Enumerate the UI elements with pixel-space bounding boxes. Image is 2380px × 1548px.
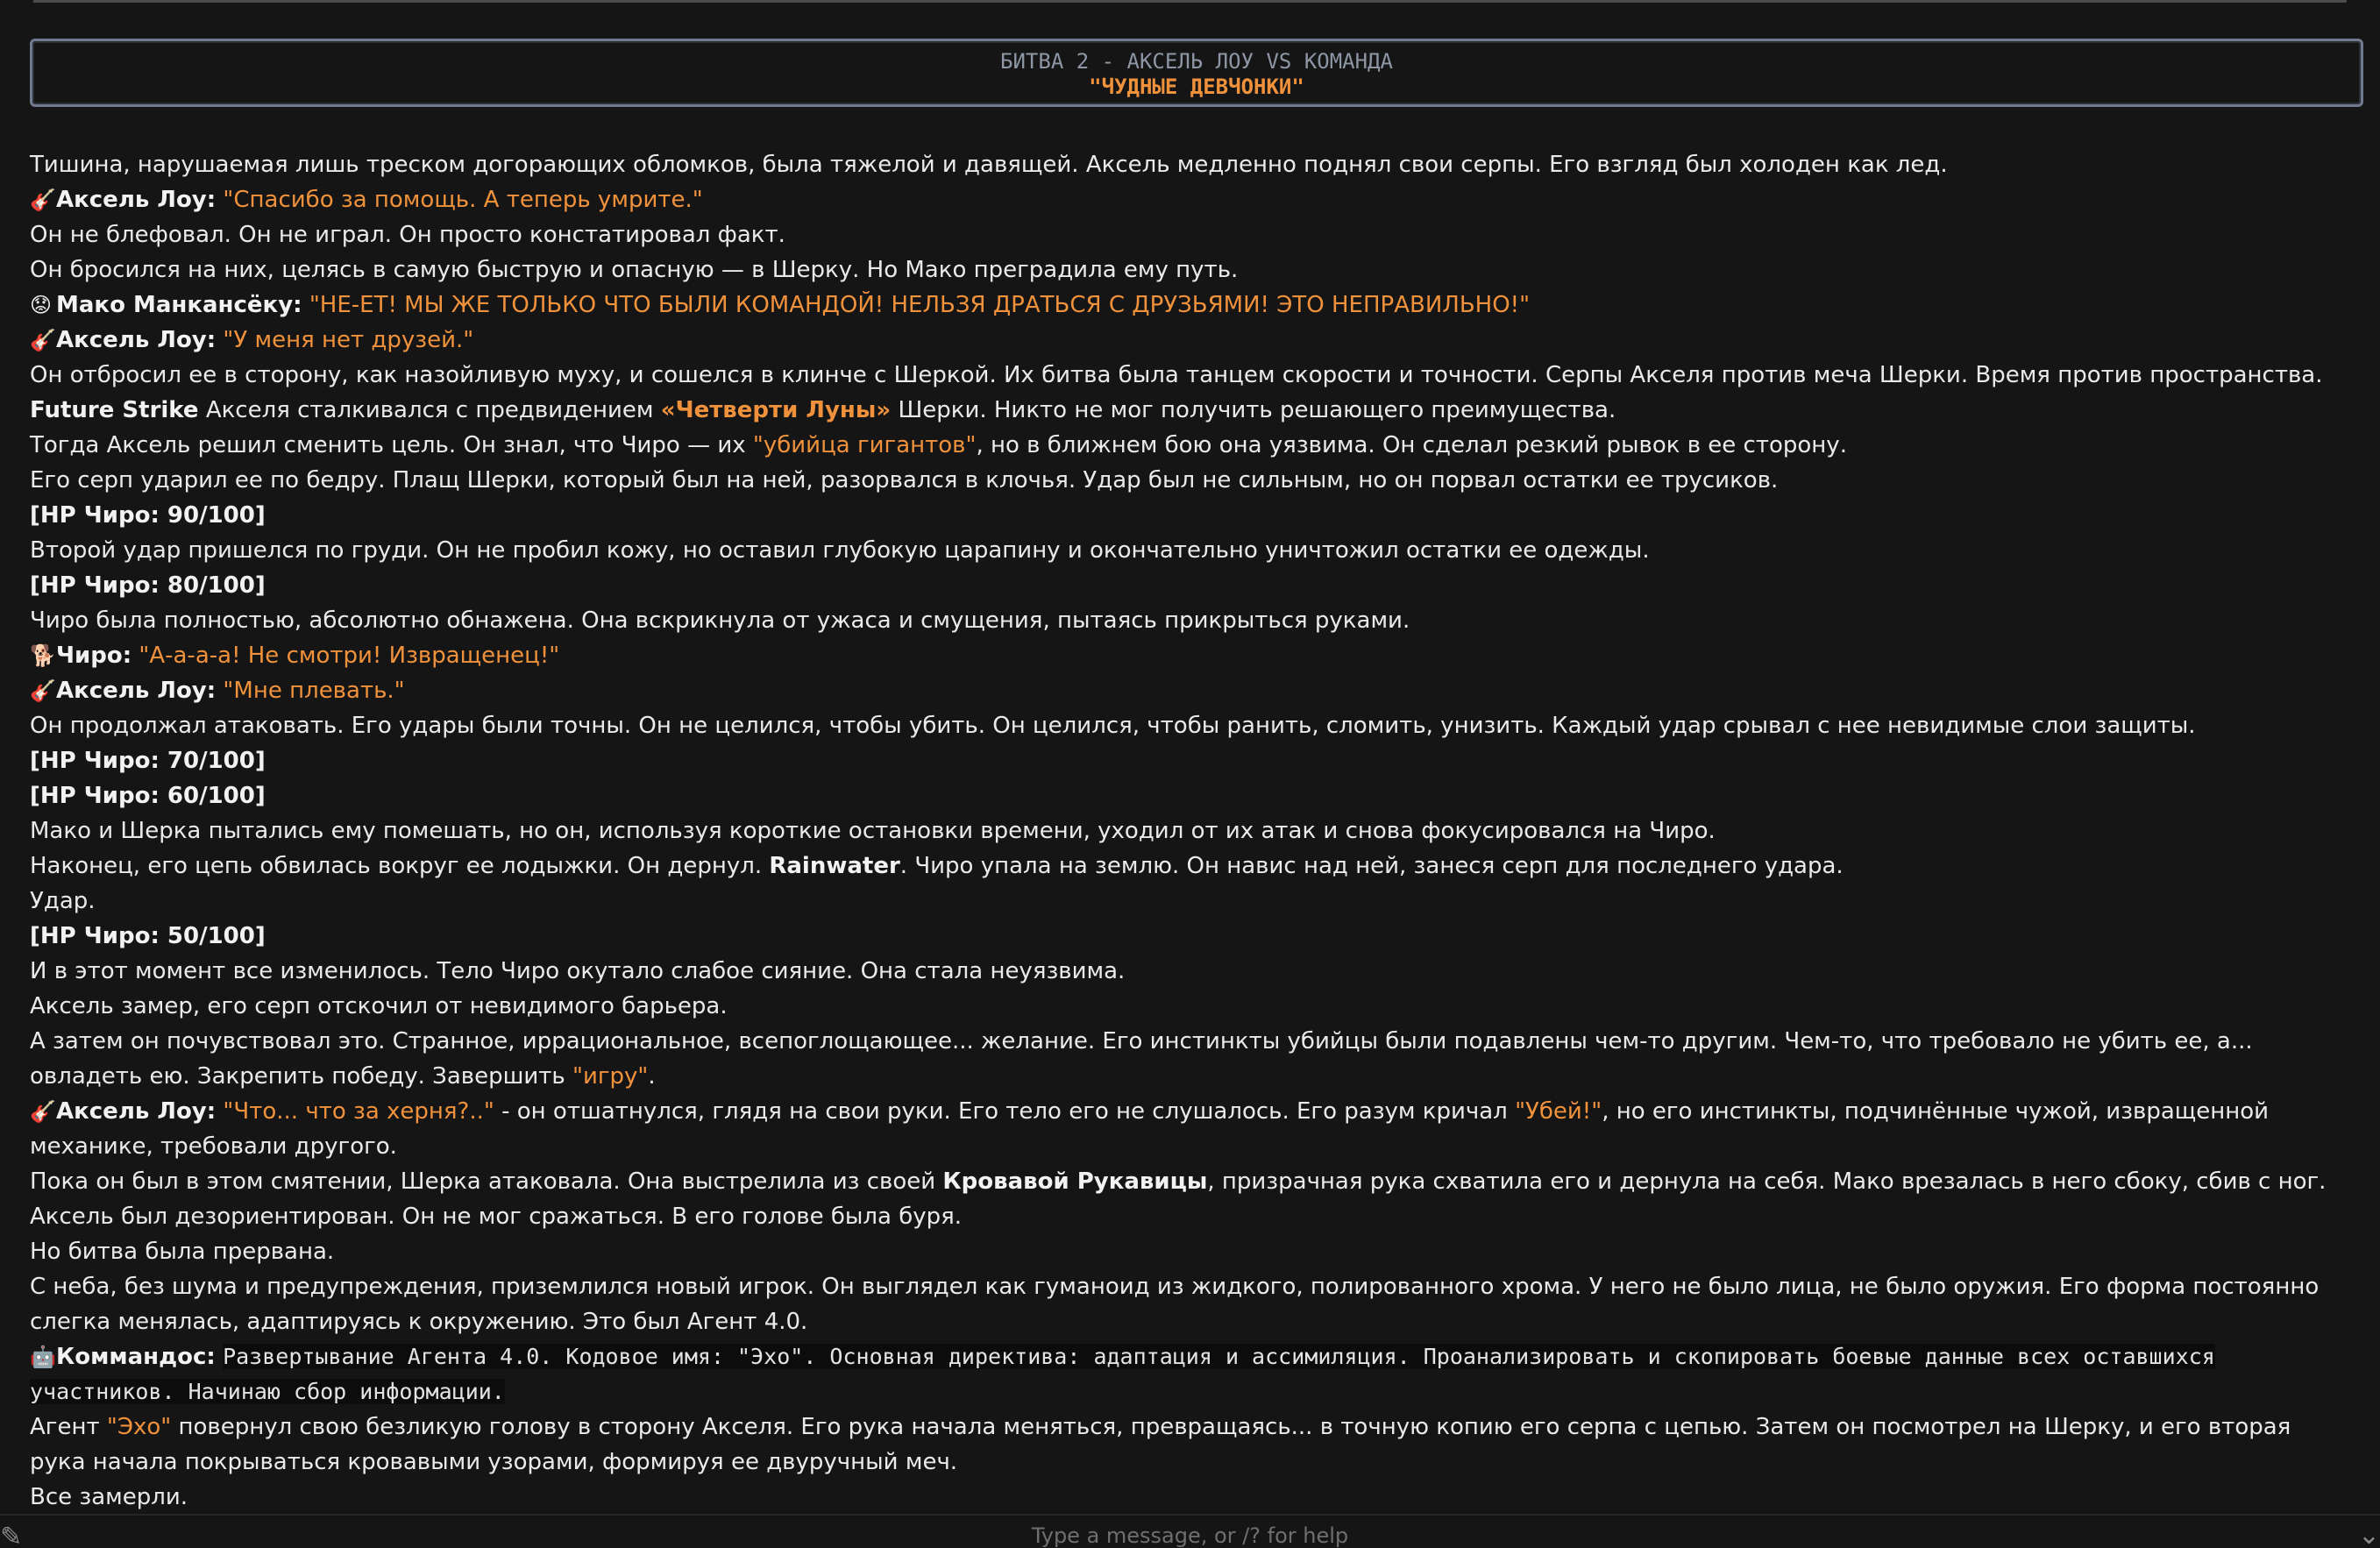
quote: "Спасибо за помощь. А теперь умрите.": [223, 187, 703, 213]
text: Тишина, нарушаемая лишь треском догорающих обломков, была тяжелой и давящей. Аксель медленно поднял свои серпы. Его взгляд был холоден как лед.: [30, 152, 1948, 178]
text: А затем он почувствовал это. Странное, иррациональное, всепоглощающее... желание. Его инстинкты убийцы были подавлены чем-то другим. Чем-то, что требовало не убить ее, а... овладеть ею. Закрепить победу. Завершить: [30, 1028, 2253, 1090]
skill-name: «Четверти Луны»: [660, 397, 892, 423]
hp-text: [HP Чиро: 90/100]: [30, 502, 266, 529]
narration-line: [30, 1269, 2344, 1339]
dialogue-line: [30, 288, 2344, 323]
narration-line: [30, 463, 2344, 498]
text: Но битва была прервана.: [30, 1239, 335, 1265]
narration-line: [30, 1410, 2344, 1480]
text: Второй удар пришелся по груди. Он не пробил кожу, но оставил глубокую царапину и окончательно уничтожил остатки ее одежды.: [30, 537, 1650, 564]
chevron-down-icon[interactable]: ⌄: [2357, 1520, 2380, 1548]
narration-line: [30, 1234, 2344, 1269]
item-name: Кровавой Рукавицы: [942, 1168, 1208, 1195]
message-bar: [0, 1514, 2380, 1548]
text: Он не блефовал. Он не играл. Он просто констатировал факт.: [30, 222, 785, 248]
dog-icon: 🐕: [30, 643, 56, 668]
narration-line: [30, 358, 2344, 428]
dialogue-line: [30, 1339, 2344, 1410]
text: Шерки. Никто не мог получить решающего преимущества.: [898, 397, 1616, 423]
text: Его серп ударил ее по бедру. Плащ Шерки, который был на ней, разорвался в клочья. Удар был не сильным, но он порвал остатки ее трусиков.: [30, 467, 1779, 494]
quote: "Что... что за херня?..": [223, 1098, 494, 1125]
guitar-icon: 🎸: [30, 1099, 56, 1124]
text: Пока он был в этом смятении, Шерка атаковала. Она выстрелила из своей: [30, 1168, 936, 1195]
speaker-name: Аксель Лоу:: [56, 327, 217, 353]
robot-face-icon: 🤖: [30, 1345, 56, 1369]
quote: "убийца гигантов": [752, 432, 977, 458]
narration-line: [30, 147, 2344, 182]
text: Аксель был дезориентирован. Он не мог сражаться. В его голове была буря.: [30, 1204, 963, 1230]
dialogue-line: [30, 638, 2344, 673]
narration-line: [30, 1199, 2344, 1234]
text: Тогда Аксель решил сменить цель. Он знал, что Чиро — их: [30, 432, 746, 458]
text: Акселя сталкивался с предвидением: [205, 397, 654, 423]
narration-line: [30, 1164, 2344, 1199]
narration-line: [30, 884, 2344, 919]
dialogue-line: [30, 182, 2344, 217]
guitar-icon: 🎸: [30, 188, 56, 212]
hp-status: [30, 568, 2344, 603]
speaker-name: Аксель Лоу:: [56, 1098, 217, 1125]
dialogue-line: [30, 673, 2344, 708]
top-divider: [33, 0, 2347, 3]
text: , но в ближнем бою она уязвима. Он сделал резкий рывок в ее сторону.: [976, 432, 1847, 458]
hp-status: [30, 778, 2344, 813]
text: Все замерли.: [30, 1484, 188, 1510]
chat-log: [30, 147, 2344, 1515]
hp-text: [HP Чиро: 50/100]: [30, 923, 266, 949]
text: - он отшатнулся, глядя на свои руки. Его тело его не слушалось. Его разум кричал: [501, 1098, 1508, 1125]
text: Удар.: [30, 888, 96, 914]
narration-line: [30, 1024, 2344, 1094]
speaker-name: Аксель Лоу:: [56, 678, 217, 704]
skill-name: Rainwater: [769, 853, 900, 879]
text: Мако и Шерка пытались ему помешать, но он, используя короткие остановки времени, уходил от их атак и снова фокусировался на Чиро.: [30, 818, 1716, 844]
hp-text: [HP Чиро: 60/100]: [30, 783, 266, 809]
narration-line: [30, 252, 2344, 288]
narration-line: [30, 428, 2344, 463]
narration-line: [30, 989, 2344, 1024]
speaker-name: Мако Манкансёку:: [56, 292, 302, 318]
battle-title-box: [30, 39, 2363, 107]
quote: "Мне плевать.": [223, 678, 405, 704]
narration-line: [30, 954, 2344, 989]
dialogue-line: [30, 323, 2344, 358]
speaker-name: Аксель Лоу:: [56, 187, 217, 213]
text: Чиро была полностью, абсолютно обнажена. Она вскрикнула от ужаса и смущения, пытаясь прикрыться руками.: [30, 607, 1410, 634]
dialogue-line: [30, 1094, 2344, 1164]
speaker-name: Коммандос:: [56, 1344, 216, 1370]
quote: "А-а-а-а! Не смотри! Извращенец!": [139, 643, 560, 669]
narration-line: [30, 217, 2344, 252]
quote: "НЕ-ЕТ! МЫ ЖЕ ТОЛЬКО ЧТО БЫЛИ КОМАНДОЙ! НЕЛЬЗЯ ДРАТЬСЯ С ДРУЗЬЯМИ! ЭТО НЕПРАВИЛЬНО!": [309, 292, 1531, 318]
narration-line: [30, 708, 2344, 743]
pencil-icon[interactable]: ✎: [0, 1522, 23, 1548]
text: , призрачная рука схватила его и дернула на себя. Мако врезалась в него сбоку, сбив с ног.: [1207, 1168, 2327, 1195]
narration-line: [30, 813, 2344, 849]
battle-title: БИТВА 2 - АКСЕЛЬ ЛОУ VS КОМАНДА: [1000, 49, 1393, 74]
hp-text: [HP Чиро: 70/100]: [30, 748, 266, 774]
system-message: Развертывание Агента 4.0. Кодовое имя: "Эхо". Основная директива: адаптация и ассимиляция. Проанализировать и скопировать боевые данные всех оставшихся участников. Начинаю сбор информации.: [30, 1344, 2215, 1404]
speaker-name: Чиро:: [56, 643, 132, 669]
quote: "У меня нет друзей.": [223, 327, 474, 353]
guitar-icon: 🎸: [30, 678, 56, 703]
skill-name: Future Strike: [30, 397, 199, 423]
text: , но его инстинкты, подчинённые чужой, извращенной механике, требовали другого.: [30, 1098, 2270, 1160]
quote: "игру": [572, 1063, 649, 1090]
text: Аксель замер, его серп отскочил от невидимого барьера.: [30, 993, 728, 1019]
text: С неба, без шума и предупреждения, приземлился новый игрок. Он выглядел как гуманоид из жидкого, полированного хрома. У него не было лица, не было оружия. Его форма постоянно слегка менялась, адаптируясь к окружению. Это был Агент 4.0.: [30, 1274, 2320, 1335]
text: повернул свою безликую голову в сторону Акселя. Его рука начала меняться, превращаясь... в точную копию его серпа с цепью. Затем он посмотрел на Шерку, и его вторая рука начала покрываться кровавыми узорами, формируя ее двуручный меч.: [30, 1414, 2291, 1475]
narration-line: [30, 1480, 2344, 1515]
worried-face-icon: 😟: [30, 293, 53, 317]
message-input[interactable]: [0, 1523, 2380, 1548]
text: Он продолжал атаковать. Его удары были точны. Он не целился, чтобы убить. Он целился, чтобы ранить, сломить, унизить. Каждый удар срывал с нее невидимые слои защиты.: [30, 713, 2196, 739]
quote: "Эхо": [106, 1414, 172, 1440]
text: Он бросился на них, целясь в самую быструю и опасную — в Шерку. Но Мако преградила ему путь.: [30, 257, 1239, 283]
hp-status: [30, 919, 2344, 954]
text: Он отбросил ее в сторону, как назойливую муху, и сошелся в клинче с Шеркой. Их битва была танцем скорости и точности. Серпы Акселя против меча Шерки. Время против пространства.: [30, 362, 2323, 388]
hp-status: [30, 743, 2344, 778]
text: Наконец, его цепь обвилась вокруг ее лодыжки. Он дернул.: [30, 853, 763, 879]
text: И в этот момент все изменилось. Тело Чиро окутало слабое сияние. Она стала неуязвима.: [30, 958, 1126, 984]
narration-line: [30, 603, 2344, 638]
text: Агент: [30, 1414, 100, 1440]
narration-line: [30, 533, 2344, 568]
quote: "Убей!": [1515, 1098, 1602, 1125]
guitar-icon: 🎸: [30, 328, 56, 352]
text: .: [648, 1063, 656, 1090]
hp-status: [30, 498, 2344, 533]
narration-line: [30, 849, 2344, 884]
hp-text: [HP Чиро: 80/100]: [30, 572, 266, 599]
battle-subtitle: "ЧУДНЫЕ ДЕВЧОНКИ": [1089, 75, 1304, 99]
text: . Чиро упала на землю. Он навис над ней, занеся серп для последнего удара.: [899, 853, 1844, 879]
